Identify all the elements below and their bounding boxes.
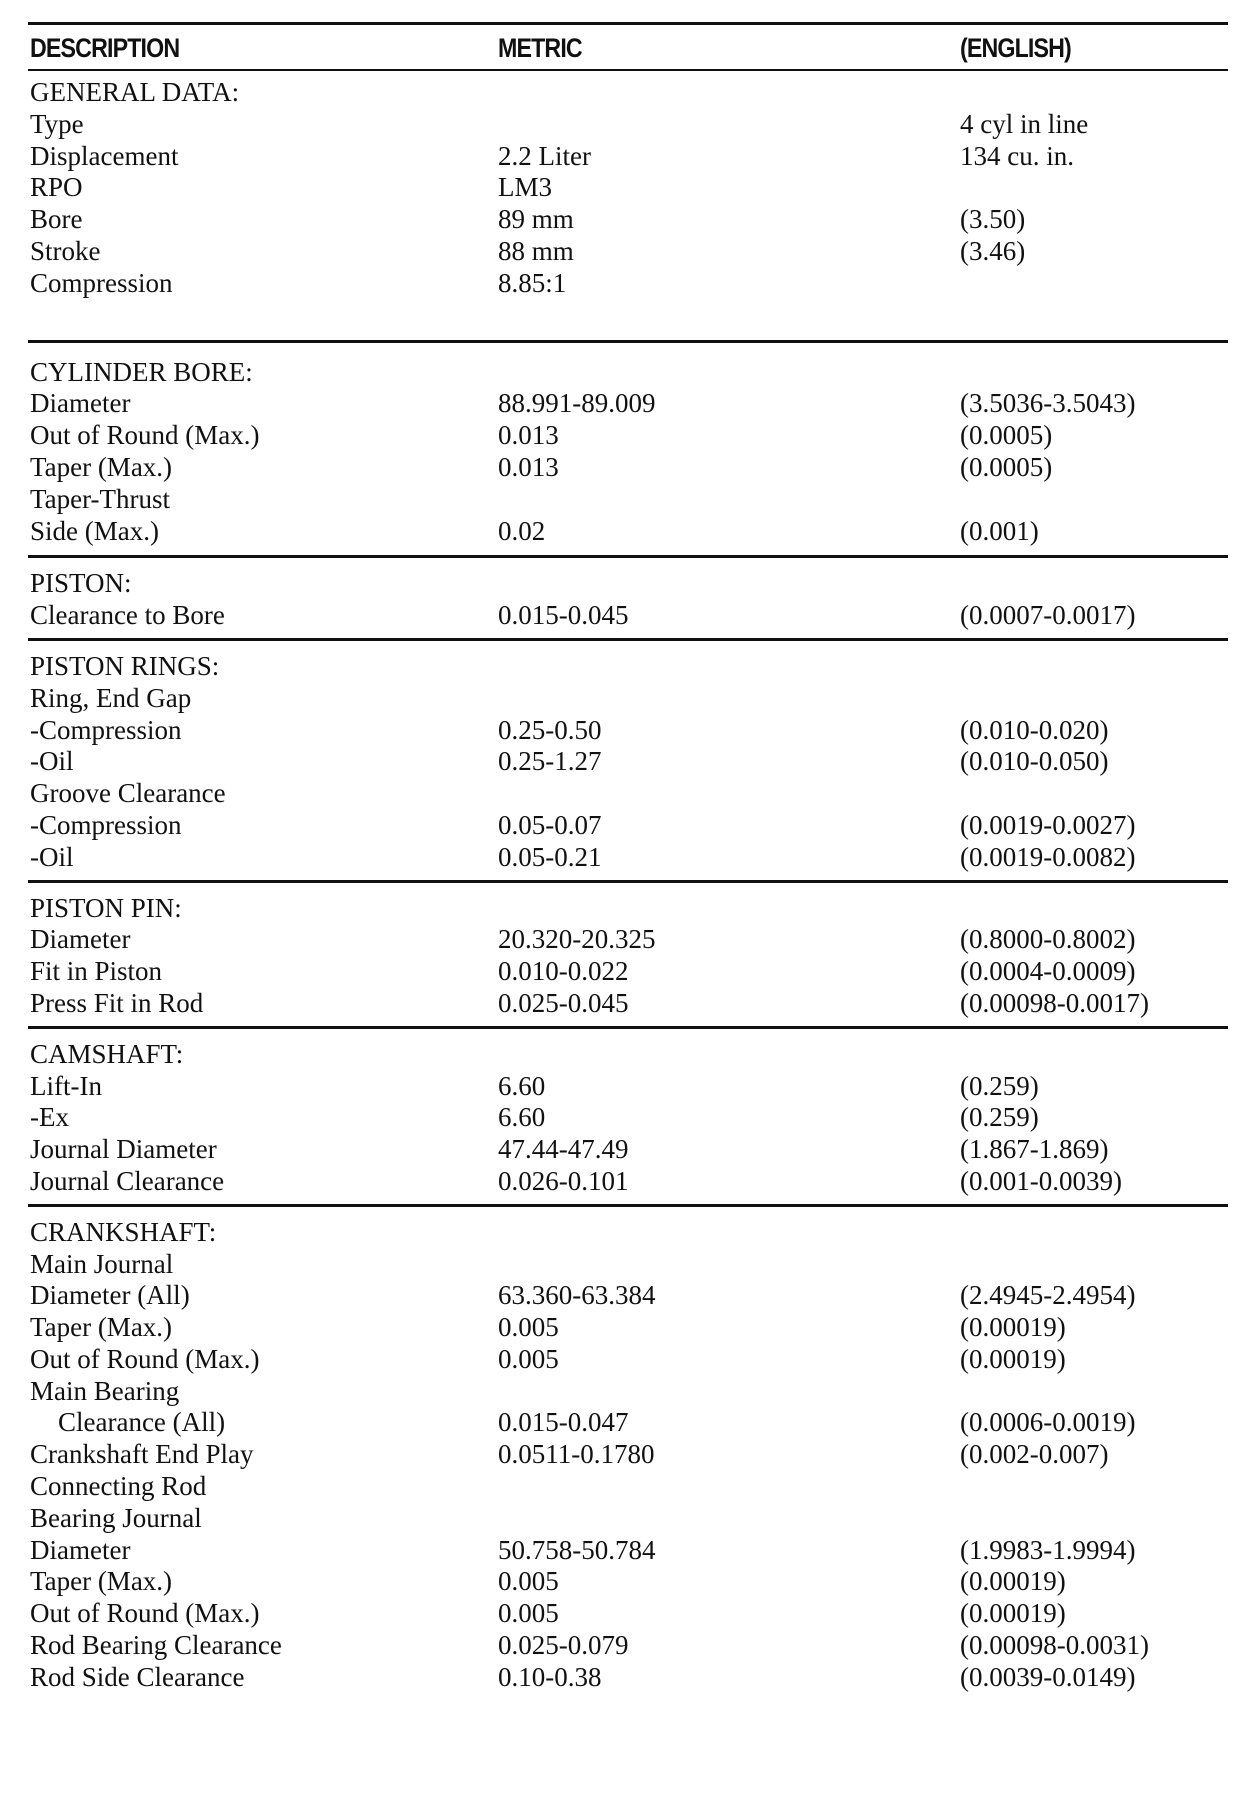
cell-description: Bearing Journal xyxy=(30,1502,202,1533)
table-row xyxy=(28,988,1228,1020)
cell-description: Side (Max.) xyxy=(30,515,159,546)
cell-english: (0.010-0.020) xyxy=(960,714,1109,745)
cell-english: (0.00019) xyxy=(960,1312,1066,1343)
cell-english: (0.0019-0.0027) xyxy=(960,809,1136,840)
cell-description: Main Journal xyxy=(30,1248,174,1279)
cell-description: Journal Clearance xyxy=(30,1165,225,1196)
cell-metric: 89 mm xyxy=(498,204,574,235)
cell-metric: 20.320-20.325 xyxy=(498,924,656,955)
section xyxy=(28,558,1228,638)
cell-description: Connecting Rod xyxy=(30,1471,207,1502)
section xyxy=(28,1029,1228,1204)
cell-description: Groove Clearance xyxy=(30,778,226,809)
cell-description: Diameter (All) xyxy=(30,1280,190,1311)
cell-description: Out of Round (Max.) xyxy=(30,420,260,451)
table-row xyxy=(28,715,1228,747)
cell-english: (0.00019) xyxy=(960,1598,1066,1629)
table-row xyxy=(28,236,1228,268)
cell-description: Taper (Max.) xyxy=(30,451,173,482)
table-row xyxy=(28,1598,1228,1630)
cell-description: Compression xyxy=(30,267,173,298)
table-row xyxy=(28,683,1228,715)
cell-metric: LM3 xyxy=(498,172,552,203)
cell-metric: 0.025-0.079 xyxy=(498,1630,629,1661)
table-row xyxy=(28,516,1228,548)
section-title xyxy=(28,1039,1228,1071)
section-title-text: CRANKSHAFT: xyxy=(30,1216,217,1247)
cell-metric: 0.025-0.045 xyxy=(498,987,629,1018)
section-title xyxy=(28,77,1228,109)
cell-description: Taper (Max.) xyxy=(30,1312,173,1343)
cell-metric: 6.60 xyxy=(498,1070,546,1101)
table-row xyxy=(28,1102,1228,1134)
cell-metric: 0.10-0.38 xyxy=(498,1661,602,1692)
cell-metric: 2.2 Liter xyxy=(498,140,591,171)
table-row xyxy=(28,746,1228,778)
cell-description: Taper-Thrust xyxy=(30,483,171,514)
table-row xyxy=(28,172,1228,204)
table-row xyxy=(28,204,1228,236)
cell-description: Lift-In xyxy=(30,1070,102,1101)
table-row xyxy=(28,1134,1228,1166)
section-title xyxy=(28,568,1228,600)
cell-description: Out of Round (Max.) xyxy=(30,1343,260,1374)
cell-metric: 0.013 xyxy=(498,420,559,451)
table-row xyxy=(28,1312,1228,1344)
cell-description: -Compression xyxy=(30,809,182,840)
cell-description: Bore xyxy=(30,204,83,235)
cell-description: Main Bearing xyxy=(30,1375,180,1406)
cell-english: (3.50) xyxy=(960,204,1026,235)
cell-metric: 50.758-50.784 xyxy=(498,1534,656,1565)
cell-english: (0.00098-0.0031) xyxy=(960,1630,1149,1661)
section xyxy=(28,641,1228,880)
cell-english: (1.9983-1.9994) xyxy=(960,1534,1136,1565)
cell-metric: 0.015-0.047 xyxy=(498,1407,629,1438)
table-row xyxy=(28,1407,1228,1439)
table-row xyxy=(28,109,1228,141)
cell-metric: 0.010-0.022 xyxy=(498,956,629,987)
table-row xyxy=(28,141,1228,173)
cell-description: -Oil xyxy=(30,841,74,872)
table-row xyxy=(28,484,1228,516)
cell-metric: 8.85:1 xyxy=(498,267,567,298)
cell-english: (0.0007-0.0017) xyxy=(960,600,1136,631)
table-row xyxy=(28,778,1228,810)
cell-metric: 88.991-89.009 xyxy=(498,388,656,419)
table-row xyxy=(28,1503,1228,1535)
table-row xyxy=(28,1071,1228,1103)
cell-description: Displacement xyxy=(30,140,179,171)
cell-metric: 0.25-1.27 xyxy=(498,746,602,777)
cell-english: (0.0019-0.0082) xyxy=(960,841,1136,872)
cell-description: Fit in Piston xyxy=(30,956,163,987)
cell-english: (3.5036-3.5043) xyxy=(960,388,1136,419)
table-row xyxy=(28,1439,1228,1471)
cell-english: (0.010-0.050) xyxy=(960,746,1109,777)
cell-description: -Compression xyxy=(30,714,182,745)
table-row xyxy=(28,1662,1228,1694)
table-row xyxy=(28,420,1228,452)
table-header xyxy=(28,25,1228,71)
section xyxy=(28,71,1228,340)
cell-metric: 0.05-0.07 xyxy=(498,809,602,840)
table-row xyxy=(28,1249,1228,1281)
cell-english: (0.0005) xyxy=(960,451,1053,482)
cell-description: Diameter xyxy=(30,388,131,419)
cell-description: Stroke xyxy=(30,235,101,266)
cell-english: 4 cyl in line xyxy=(960,108,1089,139)
section-title-text: PISTON RINGS: xyxy=(30,650,220,681)
table-row xyxy=(28,600,1228,632)
cell-description: Crankshaft End Play xyxy=(30,1439,254,1470)
cell-metric: 0.005 xyxy=(498,1343,559,1374)
table-row xyxy=(28,1630,1228,1662)
section-title-text: CAMSHAFT: xyxy=(30,1038,184,1069)
table-row xyxy=(28,924,1228,956)
table-row xyxy=(28,1376,1228,1408)
cell-english: (0.001) xyxy=(960,515,1039,546)
cell-description: Ring, End Gap xyxy=(30,682,192,713)
cell-metric: 47.44-47.49 xyxy=(498,1134,629,1165)
cell-english: (0.259) xyxy=(960,1070,1039,1101)
cell-metric: 0.013 xyxy=(498,451,559,482)
cell-description: Rod Side Clearance xyxy=(30,1661,245,1692)
cell-english: (1.867-1.869) xyxy=(960,1134,1109,1165)
cell-description: -Ex xyxy=(30,1102,69,1133)
cell-metric: 0.0511-0.1780 xyxy=(498,1439,655,1470)
header-description: DESCRIPTION xyxy=(30,33,180,63)
section-title-text: CYLINDER BORE: xyxy=(30,356,253,387)
cell-metric: 0.005 xyxy=(498,1598,559,1629)
cell-english: (0.0004-0.0009) xyxy=(960,956,1136,987)
cell-metric: 0.026-0.101 xyxy=(498,1165,629,1196)
cell-description: Clearance (All) xyxy=(58,1407,226,1438)
section xyxy=(28,1207,1228,1694)
cell-english: (0.00098-0.0017) xyxy=(960,987,1149,1018)
table-row xyxy=(28,810,1228,842)
table-body xyxy=(28,71,1228,1694)
cell-metric: 0.05-0.21 xyxy=(498,841,602,872)
cell-metric: 0.005 xyxy=(498,1312,559,1343)
header-english: (ENGLISH) xyxy=(960,33,1071,63)
cell-metric: 88 mm xyxy=(498,235,574,266)
cell-english: (0.00019) xyxy=(960,1566,1066,1597)
table-row xyxy=(28,268,1228,300)
cell-english: (0.0005) xyxy=(960,420,1053,451)
section-title-text: PISTON: xyxy=(30,568,132,599)
cell-description: Type xyxy=(30,108,84,139)
section-title xyxy=(28,893,1228,925)
cell-description: Rod Bearing Clearance xyxy=(30,1630,282,1661)
cell-english: (3.46) xyxy=(960,235,1026,266)
section xyxy=(28,883,1228,1026)
section xyxy=(28,343,1228,556)
table-row xyxy=(28,452,1228,484)
cell-description: Press Fit in Rod xyxy=(30,987,204,1018)
section-title-text: PISTON PIN: xyxy=(30,892,182,923)
cell-description: -Oil xyxy=(30,746,74,777)
cell-description: Clearance to Bore xyxy=(30,600,225,631)
cell-metric: 0.005 xyxy=(498,1566,559,1597)
section-title xyxy=(28,357,1228,389)
table-row xyxy=(28,1566,1228,1598)
table-row xyxy=(28,1471,1228,1503)
cell-english: (0.259) xyxy=(960,1102,1039,1133)
cell-english: (0.00019) xyxy=(960,1343,1066,1374)
table-row xyxy=(28,1166,1228,1198)
table-row xyxy=(28,1280,1228,1312)
cell-description: Diameter xyxy=(30,924,131,955)
table-row xyxy=(28,956,1228,988)
cell-description: Journal Diameter xyxy=(30,1134,217,1165)
table-row xyxy=(28,388,1228,420)
section-title xyxy=(28,1217,1228,1249)
cell-english: (0.8000-0.8002) xyxy=(960,924,1136,955)
cell-english: 134 cu. in. xyxy=(960,140,1074,171)
section-title-text: GENERAL DATA: xyxy=(30,77,240,107)
cell-description: Diameter xyxy=(30,1534,131,1565)
cell-metric: 0.02 xyxy=(498,515,546,546)
spec-table xyxy=(28,22,1228,1694)
table-row xyxy=(28,842,1228,874)
table-row xyxy=(28,1535,1228,1567)
cell-english: (0.002-0.007) xyxy=(960,1439,1109,1470)
header-metric: METRIC xyxy=(498,33,582,63)
cell-english: (2.4945-2.4954) xyxy=(960,1280,1136,1311)
table-row xyxy=(28,1344,1228,1376)
cell-english: (0.0039-0.0149) xyxy=(960,1661,1136,1692)
cell-description: RPO xyxy=(30,172,83,203)
cell-description: Out of Round (Max.) xyxy=(30,1598,260,1629)
cell-english: (0.0006-0.0019) xyxy=(960,1407,1136,1438)
cell-metric: 63.360-63.384 xyxy=(498,1280,656,1311)
cell-metric: 0.25-0.50 xyxy=(498,714,602,745)
cell-metric: 0.015-0.045 xyxy=(498,600,629,631)
section-title xyxy=(28,651,1228,683)
cell-metric: 6.60 xyxy=(498,1102,546,1133)
cell-english: (0.001-0.0039) xyxy=(960,1165,1122,1196)
cell-description: Taper (Max.) xyxy=(30,1566,173,1597)
